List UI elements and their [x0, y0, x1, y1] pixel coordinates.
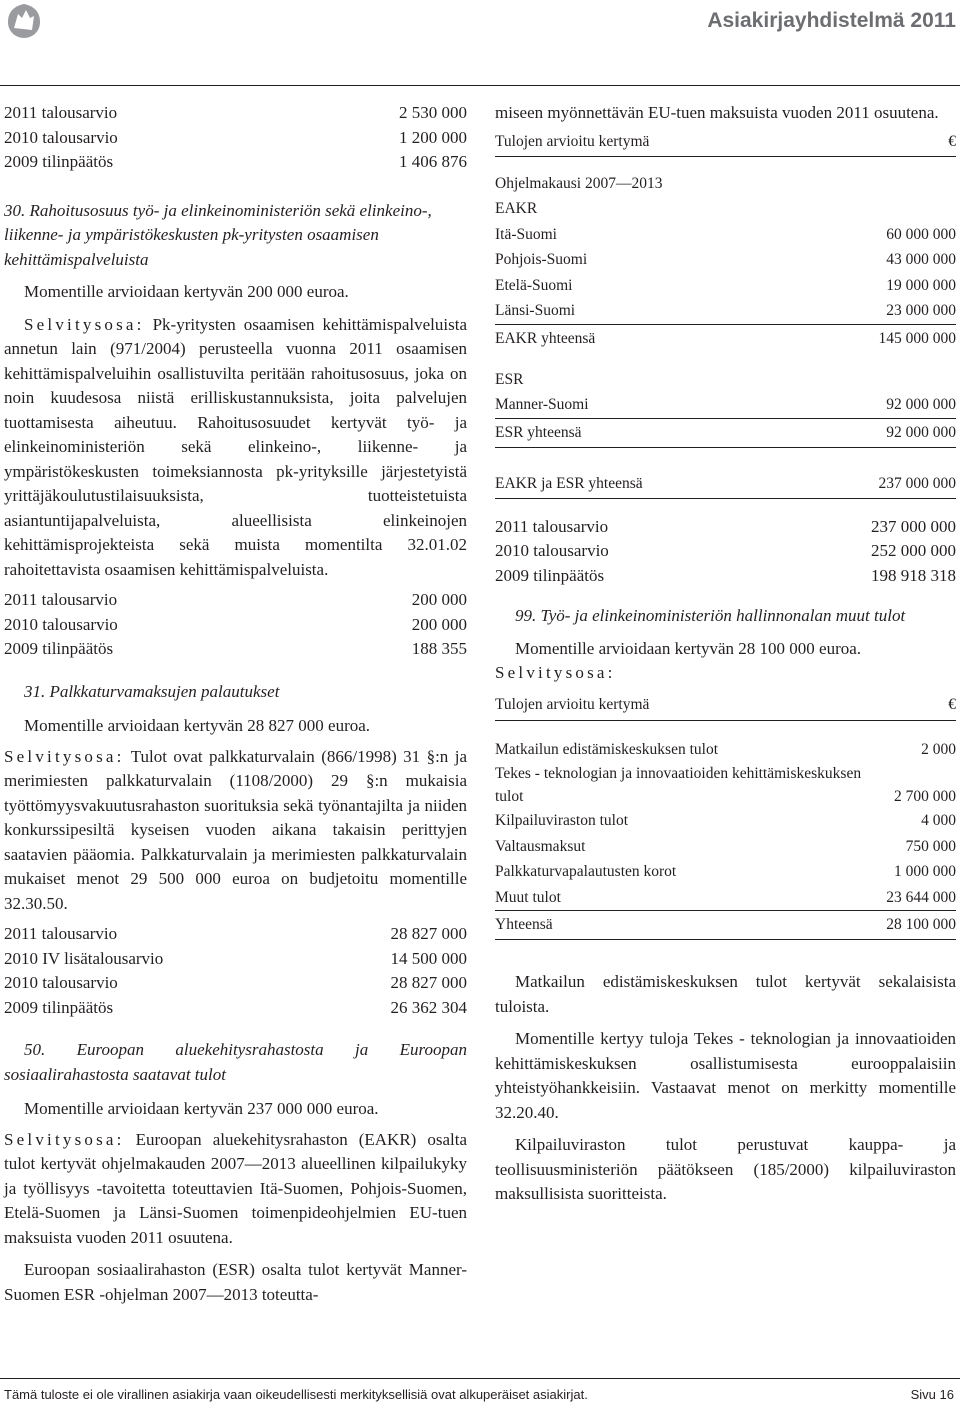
table-row: Länsi-Suomi 23 000 000 — [495, 298, 956, 325]
budget-row: 2009 tilinpäätös 198 918 318 — [495, 565, 956, 585]
grand-total-row: EAKR ja ESR yhteensä 237 000 000 — [495, 470, 956, 499]
section-31-budget — [4, 922, 467, 1020]
table-row: Palkkaturvapalautusten korot 1 000 000 — [495, 863, 956, 880]
section-30-heading: 30. Rahoitusosuus työ- ja elinkeinoministeriön sekä elinkeino-, liikenne- ja ympäristökeskusten pk-yritysten osaamisen kehittämispalveluista — [4, 200, 432, 269]
budget-row: 2011 talousarvio 200 000 — [4, 590, 467, 609]
budget-row: 2010 talousarvio 200 000 — [4, 614, 467, 634]
table-row: Manner-Suomi 92 000 000 — [495, 392, 956, 419]
budget-row: 2010 talousarvio 252 000 000 — [495, 541, 956, 560]
budget-row: 2010 IV lisätalousarvio 14 500 000 — [4, 948, 467, 968]
page-number: Sivu 16 — [910, 1387, 954, 1402]
esr-label: ESR — [495, 370, 524, 388]
section-99-selvitys: Selvitysosa: — [495, 663, 616, 682]
section-99-paragraph-2: Momentille kertyy tuloja Tekes - teknologian ja innovaatioiden kehittämiskeskuksen osallistumisesta eurooppalaisiin yhteistyöhankkeisiin. Vastaavat menot on merkitty momentille 32.20.40. — [495, 1029, 956, 1122]
table-row: Pohjois-Suomi 43 000 000 — [495, 251, 956, 268]
section-99-table — [495, 737, 956, 941]
section-30-budget — [4, 588, 467, 662]
section-31-momentti: Momentille arvioidaan kertyvän 28 827 000 euroa. — [24, 716, 371, 735]
section-30-momentti: Momentille arvioidaan kertyvän 200 000 euroa. — [24, 282, 349, 301]
section-30-selvitys: Selvitysosa: Pk-yritysten osaamisen kehittämispalveluista annetun lain (971/2004) perusteella vuonna 2011 osaamisen kehittämispalveluihin osallistuvilta peritään rahoitusosuus, joka on noin kuudesosa niistä erilliskustannuksista, joita palvelujen tuottamisesta aiheutuu. Rahoitusosuudet kertyvät työ- ja elinkeinoministeriön sekä elinkeino-, liikenne- ja ympäristökeskusten toimeksiannosta pk-yrityksille järjestetyistä yrittäjäkoulutustilaisuuksista, tuotteistetuista asiantuntijapalveluista, alueellisista elinkeinojen kehittämisprojekteista sekä muista momentilta 32.01.02 rahoitettavista osaamisen kehittämispalveluista. — [4, 314, 467, 579]
continued-text: miseen myönnettävän EU-tuen maksuista vuoden 2011 osuutena. — [495, 103, 939, 122]
budget-row: 2011 talousarvio 2 530 000 — [4, 103, 467, 122]
lion-coat-of-arms-icon — [4, 2, 44, 40]
section-50-selvitys: Selvitysosa: Euroopan aluekehitysrahaston (EAKR) osalta tulot kertyvät ohjelmakauden 2007—2013 alueellinen kilpailukyky ja työllisyys -tavoitetta toteuttavien Itä-Suomen, Pohjois-Suomen, Etelä-Suomen ja Länsi-Suomen toimenpideohjelmien EU-tuen maksuista vuoden 2011 osuutena. — [4, 1129, 467, 1247]
page-header — [0, 0, 960, 40]
table-row: Matkailun edistämiskeskuksen tulot 2 000 — [495, 740, 956, 758]
left-column — [4, 101, 467, 1307]
budget-row: 2011 talousarvio 237 000 000 — [495, 516, 956, 536]
section-31-heading: 31. Palkkaturvamaksujen palautukset — [24, 681, 280, 701]
budget-row: 2009 tilinpäätös 188 355 — [4, 639, 467, 658]
eakr-total-row: EAKR yhteensä 145 000 000 — [495, 329, 956, 347]
section-99-paragraph-3: Kilpailuviraston tulot perustuvat kauppa- ja teollisuusministeriön päätökseen (185/2000) kilpailuviraston maksullisista suoritteista. — [495, 1135, 956, 1203]
table-row: Muut tulot 23 644 000 — [495, 885, 956, 912]
budget-row: 2011 talousarvio 28 827 000 — [4, 924, 467, 943]
eakr-label: EAKR — [495, 200, 538, 217]
top-divider — [0, 85, 960, 86]
table-row: Valtausmaksut 750 000 — [495, 837, 956, 855]
table-row: Kilpailuviraston tulot 4 000 — [495, 812, 956, 829]
right-column — [495, 101, 956, 1207]
esr-total-row: ESR yhteensä 92 000 000 — [495, 419, 956, 448]
table-header: Tulojen arvioitu kertymä € — [495, 690, 956, 721]
section-50-heading: 50. Euroopan aluekehitysrahastosta ja Euroopan sosiaalirahastosta saatavat tulot — [4, 1040, 467, 1084]
section-99-heading: 99. Työ- ja elinkeinoministeriön hallinnonalan muut tulot — [515, 606, 906, 625]
budget-row: 2009 tilinpäätös 26 362 304 — [4, 997, 467, 1017]
budget-row: 2010 talousarvio 1 200 000 — [4, 127, 467, 147]
table-row: Tekes - teknologian ja innovaatioiden kehittämiskeskuksen tulot 2 700 000 — [495, 765, 956, 805]
budget-row: 2009 tilinpäätös 1 406 876 — [4, 152, 467, 171]
budget-row: 2010 talousarvio 28 827 000 — [4, 973, 467, 992]
budget-table-top — [4, 101, 467, 175]
section-50-momentti: Momentille arvioidaan kertyvän 237 000 000 euroa. — [24, 1099, 379, 1118]
right-budget — [495, 515, 956, 589]
ohjelmakausi-table — [495, 171, 956, 499]
table-header: Tulojen arvioitu kertymä € — [495, 128, 956, 157]
section-99-paragraph-1: Matkailun edistämiskeskuksen tulot kertyvät sekalaisista tuloista. — [495, 972, 956, 1016]
document-title: Asiakirjayhdistelmä 2011 — [707, 9, 956, 32]
table-row: Itä-Suomi 60 000 000 — [495, 225, 956, 243]
section-31-selvitys: Selvitysosa: Tulot ovat palkkaturvalain (866/1998) 31 §:n ja merimiesten palkkaturvalain (1108/2000) 29 §:n mukaisia työttömyysvakuutusrahaston suorituksia sekä työnantajilta ja niiden konkurssipesiltä kyseisen vuoden aikana takaisin perittyjen saatavien pääomia. Palkkaturvalain ja merimiesten palkkaturvalain mukaiset menot 29 500 000 euroa on budjetoitu momentille 32.30.50. — [4, 746, 467, 913]
total-row: Yhteensä 28 100 000 — [495, 911, 956, 940]
bottom-divider — [0, 1378, 960, 1379]
section-99-momentti: Momentille arvioidaan kertyvän 28 100 000 euroa. — [515, 638, 862, 658]
footer-disclaimer: Tämä tuloste ei ole virallinen asiakirja vaan oikeudellisesti merkityksellisiä ovat alkuperäiset asiakirjat. — [4, 1387, 588, 1402]
section-50-esr-text: Euroopan sosiaalirahaston (ESR) osalta tulot kertyvät Manner-Suomen ESR -ohjelman 2007—2013 toteutta- — [4, 1260, 467, 1304]
table-subheading: Ohjelmakausi 2007—2013 — [495, 174, 663, 192]
table-row: Etelä-Suomi 19 000 000 — [495, 276, 956, 294]
